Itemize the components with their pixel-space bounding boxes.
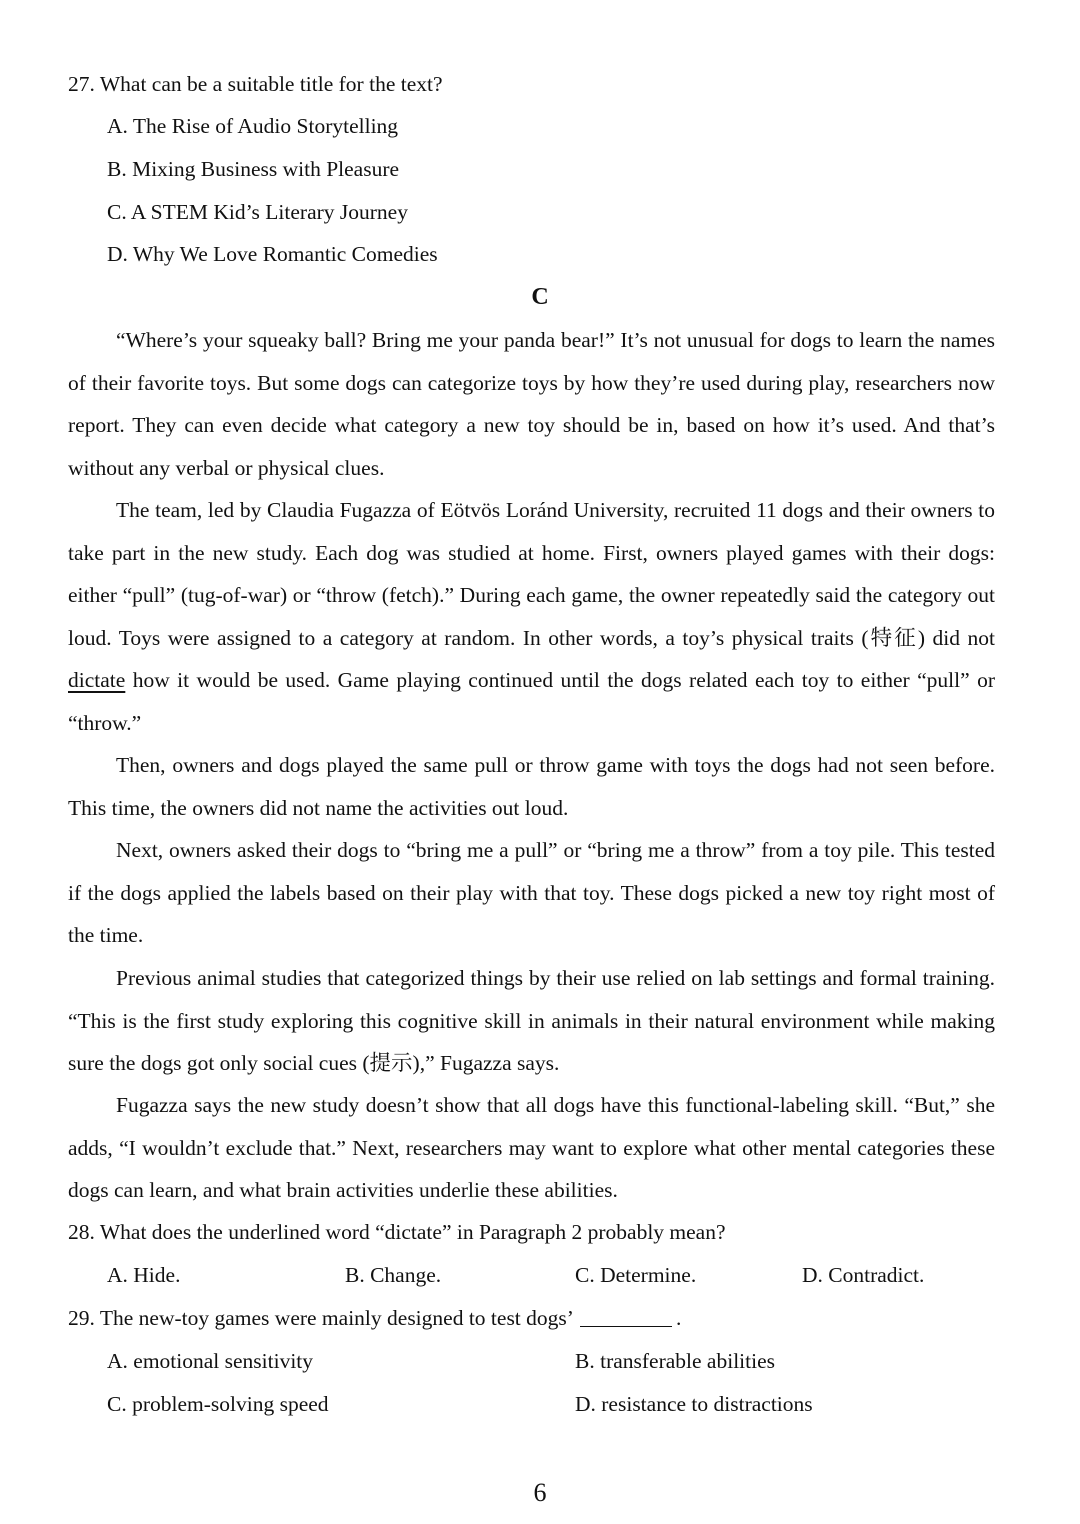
question-29-stem-text: 29. The new-toy games were mainly designed to test dogs’ [68, 1306, 574, 1330]
paragraph-2-text-after: how it would be used. Game playing continued until the dogs related each toy to either “pull” or “throw.” [68, 668, 995, 735]
question-29-stem-end: . [675, 1306, 682, 1330]
passage-paragraph-5: Previous animal studies that categorized things by their use relied on lab settings and formal training. “This is the first study exploring this cognitive skill in animals in their natural environment while making sure the dogs got only social cues (提示),” Fugazza says. [68, 966, 995, 1075]
paragraph-2-text-before: The team, led by Claudia Fugazza of Eötvös Loránd University, recruited 11 dogs and their owners to take part in the new study. Each dog was studied at home. First, owners played games with their dogs: either “pull” (tug-of-war) or “throw (fetch).” During each game, the owner repeatedly said the category out loud. Toys were assigned to a category at random. In other words, a toy’s physical traits (特征) did not [68, 498, 995, 650]
question-27-option-a: A. The Rise of Audio Storytelling [107, 114, 399, 138]
question-27-option-d: D. Why We Love Romantic Comedies [107, 242, 438, 266]
question-27-option-c: C. A STEM Kid’s Literary Journey [107, 200, 408, 224]
question-29-stem [68, 1306, 681, 1331]
question-29-option-d: D. resistance to distractions [575, 1392, 813, 1416]
answer-blank [580, 1326, 672, 1327]
passage-paragraph-3: Then, owners and dogs played the same pull or throw game with toys the dogs had not seen before. This time, the owners did not name the activities out loud. [68, 753, 995, 820]
question-28-option-c: C. Determine. [575, 1263, 697, 1287]
question-28-option-a: A. Hide. [107, 1263, 181, 1287]
section-heading: C [531, 284, 549, 310]
passage-paragraph-1: “Where’s your squeaky ball? Bring me your panda bear!” It’s not unusual for dogs to learn the names of their favorite toys. But some dogs can categorize toys by how they’re used during play, researchers now report. They can even decide what category a new toy should be in, based on how it’s used. And that’s without any verbal or physical clues. [68, 328, 995, 480]
question-28-stem: 28. What does the underlined word “dictate” in Paragraph 2 probably mean? [68, 1220, 726, 1244]
question-27-stem: 27. What can be a suitable title for the text? [68, 72, 443, 96]
passage-paragraph-2 [68, 489, 995, 744]
question-28-option-b: B. Change. [345, 1263, 442, 1287]
underlined-word-dictate: dictate [68, 668, 126, 692]
question-29-option-b: B. transferable abilities [575, 1349, 775, 1373]
question-29-option-c: C. problem-solving speed [107, 1392, 329, 1416]
question-27-option-b: B. Mixing Business with Pleasure [107, 157, 400, 181]
passage-paragraph-6: Fugazza says the new study doesn’t show that all dogs have this functional-labeling skill. “But,” she adds, “I wouldn’t exclude that.” Next, researchers may want to explore what other mental categories these dogs can learn, and what brain activities underlie these abilities. [68, 1093, 995, 1202]
question-29-option-a: A. emotional sensitivity [107, 1349, 314, 1373]
question-28-option-d: D. Contradict. [802, 1263, 925, 1287]
page-number: 6 [533, 1478, 547, 1507]
passage-paragraph-4: Next, owners asked their dogs to “bring me a pull” or “bring me a throw” from a toy pile. This tested if the dogs applied the labels based on their play with that toy. These dogs picked a new toy right most of the time. [68, 838, 995, 947]
